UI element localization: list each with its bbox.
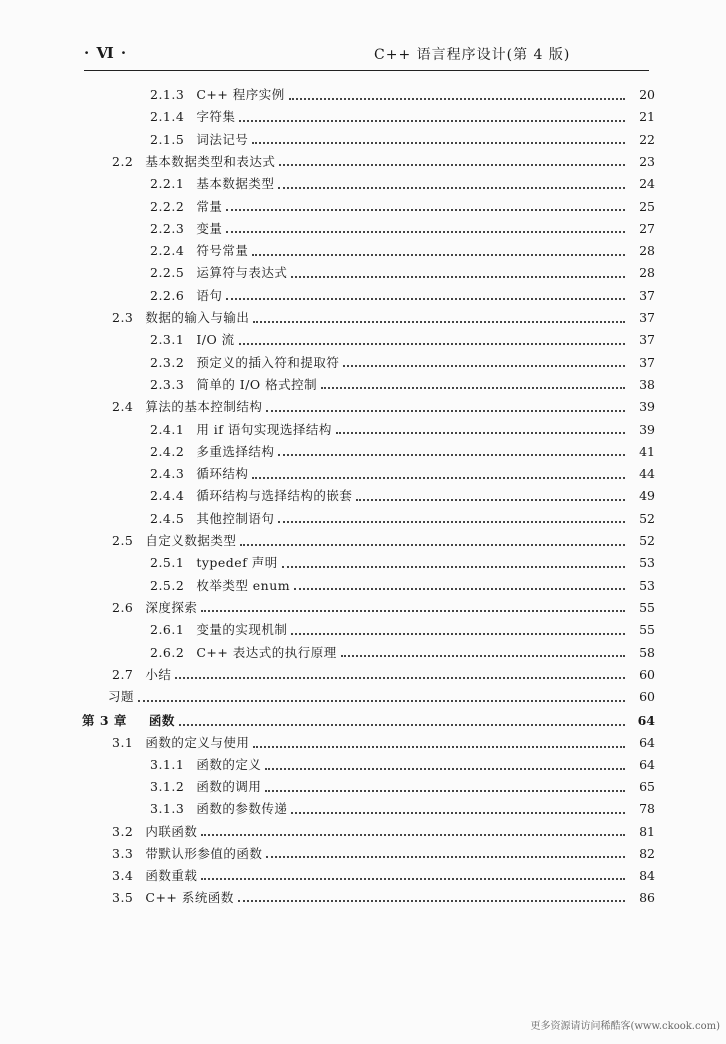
- toc-entry-number: 3.3: [112, 845, 134, 861]
- toc-entry-title: 自定义数据类型: [145, 533, 237, 548]
- toc-entry: [150, 85, 655, 105]
- toc-entry-leader: [289, 97, 625, 100]
- toc-entry-title: 函数的定义: [196, 757, 262, 773]
- toc-entry: [112, 822, 655, 842]
- toc-entry-leader: [282, 565, 625, 568]
- toc-entry-title: 预定义的插入符和提取符: [196, 354, 340, 370]
- toc-entry: [150, 464, 655, 484]
- toc-entry-title: 函数重载: [145, 867, 198, 883]
- toc-entry-leader: [253, 320, 625, 323]
- toc-entry-title: 数据的输入与输出: [145, 310, 250, 325]
- toc-entry: [112, 152, 655, 172]
- toc-entry-page: 86: [639, 889, 655, 905]
- toc-entry-number: 2.6.1: [150, 622, 185, 638]
- toc-entry-number: 3.1: [112, 735, 134, 751]
- toc-entry-leader: [279, 163, 625, 166]
- toc-entry-leader: [291, 811, 625, 814]
- toc-entry-title: 函数: [148, 713, 175, 728]
- toc-entry-title: 深度探索: [145, 599, 198, 615]
- toc-entry: [150, 442, 655, 462]
- toc-entry-number: 2.2.5: [150, 265, 185, 281]
- toc-entry-page: 28: [639, 243, 655, 259]
- toc-entry-title: 函数的参数传递: [196, 801, 288, 817]
- toc-entry-title: 运算符与表达式: [196, 265, 288, 281]
- toc-entry-leader: [252, 253, 625, 256]
- toc-entry-number: 2.1.5: [150, 131, 185, 147]
- toc-entry-page: 84: [639, 867, 655, 883]
- toc-entry-page: 21: [639, 109, 655, 125]
- toc-entry-title: C++ 程序实例: [196, 87, 285, 102]
- toc-entry: [150, 107, 655, 127]
- toc-entry-title: 循环结构与选择结构的嵌套: [196, 488, 353, 504]
- toc-entry-leader: [226, 230, 625, 233]
- toc-entry-leader: [265, 767, 625, 770]
- toc-entry-leader: [278, 453, 625, 456]
- toc-entry: [150, 263, 655, 283]
- toc-entry-title: 习题: [108, 689, 135, 705]
- toc-entry-leader: [265, 789, 625, 792]
- toc-entry-number: 2.4.4: [150, 488, 185, 504]
- toc-entry: [150, 643, 655, 663]
- toc-entry-number: 3.1.2: [150, 779, 185, 795]
- toc-entry-page: 53: [639, 577, 655, 593]
- toc-entry-number: 2.5.1: [150, 555, 185, 571]
- toc-entry: [112, 598, 655, 618]
- toc-entry-leader: [239, 119, 625, 122]
- toc-entry: [150, 420, 655, 440]
- toc-entry-page: 49: [639, 488, 655, 504]
- toc-entry: [112, 531, 655, 551]
- toc-entry-title: C++ 表达式的执行原理: [196, 644, 337, 660]
- toc-entry-page: 23: [639, 153, 655, 169]
- toc-entry-leader: [278, 520, 625, 523]
- toc-entry-leader: [291, 632, 625, 635]
- toc-entry: [112, 308, 655, 328]
- toc-entry-number: 2.1.4: [150, 109, 185, 125]
- page-number: · Ⅵ ·: [84, 44, 128, 62]
- toc-entry: [150, 509, 655, 529]
- toc-entry-page: 65: [639, 779, 655, 795]
- toc-entry-leader: [226, 208, 625, 211]
- toc-entry-number: 2.2.6: [150, 287, 185, 303]
- toc-entry-number: 2.4: [112, 399, 134, 415]
- toc-entry-page: 60: [639, 689, 655, 705]
- toc-entry-page: 52: [639, 510, 655, 526]
- toc-entry-page: 37: [639, 287, 655, 303]
- toc-entry-number: 2.6: [112, 599, 134, 615]
- toc-entry-number: 2.1.3: [150, 87, 185, 102]
- toc-entry: [150, 799, 655, 819]
- toc-entry-page: 37: [639, 332, 655, 348]
- toc-entry-title: 词法记号: [196, 131, 249, 147]
- toc-entry: [150, 174, 655, 194]
- toc-entry: [112, 665, 655, 685]
- toc-entry: [150, 353, 655, 373]
- watermark-text: 更多资源请访问稀酷客(www.ckook.com): [530, 1021, 720, 1032]
- toc-entry-title: 语句: [196, 287, 223, 303]
- toc-entry-title: 变量: [196, 220, 223, 236]
- toc-entry-leader: [356, 498, 625, 501]
- toc-entry-title: 枚举类型 enum: [196, 577, 291, 593]
- toc-entry-leader: [179, 723, 625, 726]
- toc-entry-page: 28: [639, 265, 655, 281]
- toc-entry-page: 39: [639, 421, 655, 437]
- toc-entry-leader: [294, 587, 625, 590]
- toc-entry-leader: [201, 609, 625, 612]
- toc-entry-page: 25: [639, 198, 655, 214]
- toc-entry-leader: [252, 476, 625, 479]
- toc-entry-title: 函数的定义与使用: [145, 735, 250, 751]
- toc-entry-title: 符号常量: [196, 243, 249, 259]
- toc-entry-number: 3.1.1: [150, 757, 185, 773]
- toc-entry-page: 81: [639, 823, 655, 839]
- toc-entry-leader: [321, 386, 625, 389]
- toc-entry-page: 64: [637, 713, 655, 728]
- toc-entry-leader: [238, 899, 625, 902]
- toc-entry-title: 简单的 I/O 格式控制: [196, 376, 318, 392]
- toc-entry-page: 53: [639, 555, 655, 571]
- toc-entry: [112, 733, 655, 753]
- toc-entry: [108, 687, 655, 707]
- toc-entry-page: 37: [639, 310, 655, 325]
- toc-entry-number: 3.4: [112, 867, 134, 883]
- toc-entry-title: I/O 流: [196, 332, 235, 348]
- toc-entry-page: 52: [639, 533, 655, 548]
- toc-entry-number: 2.5: [112, 533, 134, 548]
- toc-entry-number: 2.2.4: [150, 243, 185, 259]
- toc-entry-leader: [252, 141, 625, 144]
- toc-entry-number: 2.2.2: [150, 198, 185, 214]
- toc-entry-leader: [201, 833, 625, 836]
- toc-entry-page: 41: [639, 443, 655, 459]
- toc-entry-title: 常量: [196, 198, 223, 214]
- toc-entry-page: 78: [639, 801, 655, 817]
- toc-entry-page: 24: [639, 176, 655, 192]
- toc-entry: [150, 330, 655, 350]
- toc-entry-leader: [278, 186, 625, 189]
- toc-entry-title: 多重选择结构: [196, 443, 275, 459]
- toc-entry: [150, 755, 655, 775]
- toc-entry-title: 基本数据类型和表达式: [145, 153, 276, 169]
- toc-entry-number: 2.3.3: [150, 376, 185, 392]
- toc-entry-leader: [239, 342, 625, 345]
- toc-entry-number: 2.4.1: [150, 421, 185, 437]
- toc-entry-page: 38: [639, 376, 655, 392]
- toc-entry-page: 64: [639, 757, 655, 773]
- toc-entry: [112, 844, 655, 864]
- toc-entry: [150, 576, 655, 596]
- toc-entry-number: 3.2: [112, 823, 134, 839]
- toc-entry-leader: [341, 654, 625, 657]
- toc-entry-leader: [266, 855, 625, 858]
- toc-entry-page: 58: [639, 644, 655, 660]
- toc-entry-leader: [201, 877, 625, 880]
- toc-entry: [150, 286, 655, 306]
- toc-entry-title: 函数的调用: [196, 779, 262, 795]
- toc-entry-leader: [240, 543, 625, 546]
- toc-entry-number: 第 3 章: [82, 713, 127, 728]
- toc-entry-page: 27: [639, 220, 655, 236]
- toc-entry-title: 变量的实现机制: [196, 622, 288, 638]
- toc-entry-number: 2.6.2: [150, 644, 185, 660]
- toc-entry-number: 2.4.2: [150, 443, 185, 459]
- toc-entry-page: 60: [639, 666, 655, 682]
- toc-entry: [112, 397, 655, 417]
- toc-entry-title: 内联函数: [145, 823, 198, 839]
- toc-entry: [150, 620, 655, 640]
- toc-entry-leader: [138, 699, 625, 702]
- toc-entry-leader: [266, 409, 625, 412]
- toc-entry-number: 2.5.2: [150, 577, 185, 593]
- running-title: C++ 语言程序设计(第 4 版): [374, 47, 571, 63]
- toc-entry-page: 55: [639, 622, 655, 638]
- toc-entry-leader: [343, 364, 625, 367]
- toc-entry: [150, 777, 655, 797]
- toc-entry-number: 2.2: [112, 153, 134, 169]
- toc-entry-title: 基本数据类型: [196, 176, 275, 192]
- toc-entry: [150, 130, 655, 150]
- toc-entry-title: C++ 系统函数: [145, 889, 234, 905]
- toc-entry-title: 字符集: [196, 109, 236, 125]
- toc-entry-leader: [226, 297, 625, 300]
- toc-entry-number: 2.4.5: [150, 510, 185, 526]
- toc-entry-title: 用 if 语句实现选择结构: [196, 421, 332, 437]
- toc-entry-title: 循环结构: [196, 466, 249, 482]
- toc-entry: [150, 486, 655, 506]
- toc-entry-number: 2.3: [112, 310, 134, 325]
- toc-entry-page: 39: [639, 399, 655, 415]
- toc-entry-number: 2.4.3: [150, 466, 185, 482]
- toc-entry-page: 64: [639, 735, 655, 751]
- toc-entry-page: 20: [639, 87, 655, 102]
- toc-entry-page: 55: [639, 599, 655, 615]
- toc-entry: [112, 888, 655, 908]
- toc-entry: [150, 553, 655, 573]
- toc-entry: [82, 711, 655, 731]
- toc-entry-title: 算法的基本控制结构: [145, 399, 263, 415]
- toc-entry-title: 小结: [145, 666, 172, 682]
- toc-entry-page: 82: [639, 845, 655, 861]
- toc-entry: [150, 375, 655, 395]
- toc-entry-number: 3.1.3: [150, 801, 185, 817]
- toc-entry-page: 44: [639, 466, 655, 482]
- toc-entry-number: 2.2.1: [150, 176, 185, 192]
- toc-entry-page: 22: [639, 131, 655, 147]
- toc-entry-number: 2.3.2: [150, 354, 185, 370]
- toc-entry: [112, 866, 655, 886]
- toc-entry: [150, 241, 655, 261]
- toc-entry-title: typedef 声明: [196, 555, 278, 571]
- toc-entry-number: 2.7: [112, 666, 134, 682]
- toc-entry: [150, 197, 655, 217]
- toc-entry-leader: [175, 676, 625, 679]
- toc-entry-number: 3.5: [112, 889, 134, 905]
- toc-entry-title: 带默认形参值的函数: [145, 845, 263, 861]
- toc-entry-title: 其他控制语句: [196, 510, 275, 526]
- toc-entry-leader: [336, 431, 625, 434]
- toc-entry-number: 2.3.1: [150, 332, 185, 348]
- toc-entry-page: 37: [639, 354, 655, 370]
- toc-entry-leader: [291, 275, 625, 278]
- toc-entry-leader: [253, 745, 625, 748]
- toc-entry: [150, 219, 655, 239]
- toc-entry-number: 2.2.3: [150, 220, 185, 236]
